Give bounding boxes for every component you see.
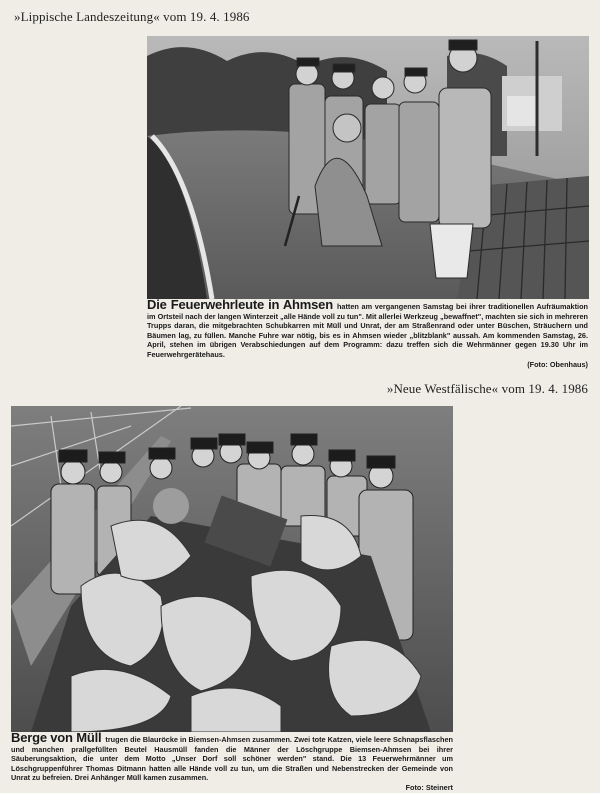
- photo-credit-2: Foto: Steinert: [405, 782, 453, 792]
- photo-firefighters-with-wheelbarrow: [147, 36, 589, 299]
- caption-article-1: [147, 297, 588, 369]
- photo-credit-1: (Foto: Obenhaus): [527, 359, 588, 369]
- body-article-1: hatten am vergangenen Samstag bei ihrer traditionellen Aufräumaktion im Ortsteil nach der langen Winterzeit „alle Hände voll zu tun". Mit allerlei Werkzeug „bewaffnet", machten sie sich in mehreren Trupps daran, die mitgebrachten Schubkarren mit Müll und Unrat, der am Straßenrand oder unter Büschen, Sträuchern und Bäumen lag, zu füllen. Manche Fuhre war nötig, bis es in Ahmsen wieder „blitzblank" aussah. Am kommenden Samstag, 26. April, stehen im übrigen Verabschiedungen auf dem Programm: dazu treffen sich die Wehrmänner gegen 19.30 Uhr im Feuerwehrgerätehaus.: [147, 302, 588, 359]
- photo-firefighters-with-trash-bags: [11, 406, 453, 732]
- source-label-2: »Neue Westfälische« vom 19. 4. 1986: [386, 381, 588, 396]
- photo-1-drawing: [147, 36, 589, 299]
- headline-article-2: Berge von Müll: [11, 730, 102, 745]
- body-article-2: trugen die Blauröcke in Biemsen-Ahmsen zusammen. Zwei tote Katzen, viele leere Schnapsflaschen und manchen prallgefüllten Beutel Hausmüll fanden die Männer der Löschgruppe Biemsen-Ahmsen bei ihrer Säuberungsaktion, die unter dem Motto „Unser Dorf soll schöner werden" stand. Die 13 Feuerwehrmänner um Löschgruppenführer Thomas Ditmann hatten alle Hände voll zu tun, um die Straßen und Nebenstrecken der Gemeinde von Unrat zu befreien. Drei Anhänger Müll kamen zusammen.: [11, 735, 453, 783]
- caption-article-2: [11, 730, 453, 793]
- photo-2-drawing: [11, 406, 453, 732]
- headline-article-1: Die Feuerwehrleute in Ahmsen: [147, 297, 333, 312]
- source-label-1: »Lippische Landeszeitung« vom 19. 4. 1986: [14, 9, 250, 24]
